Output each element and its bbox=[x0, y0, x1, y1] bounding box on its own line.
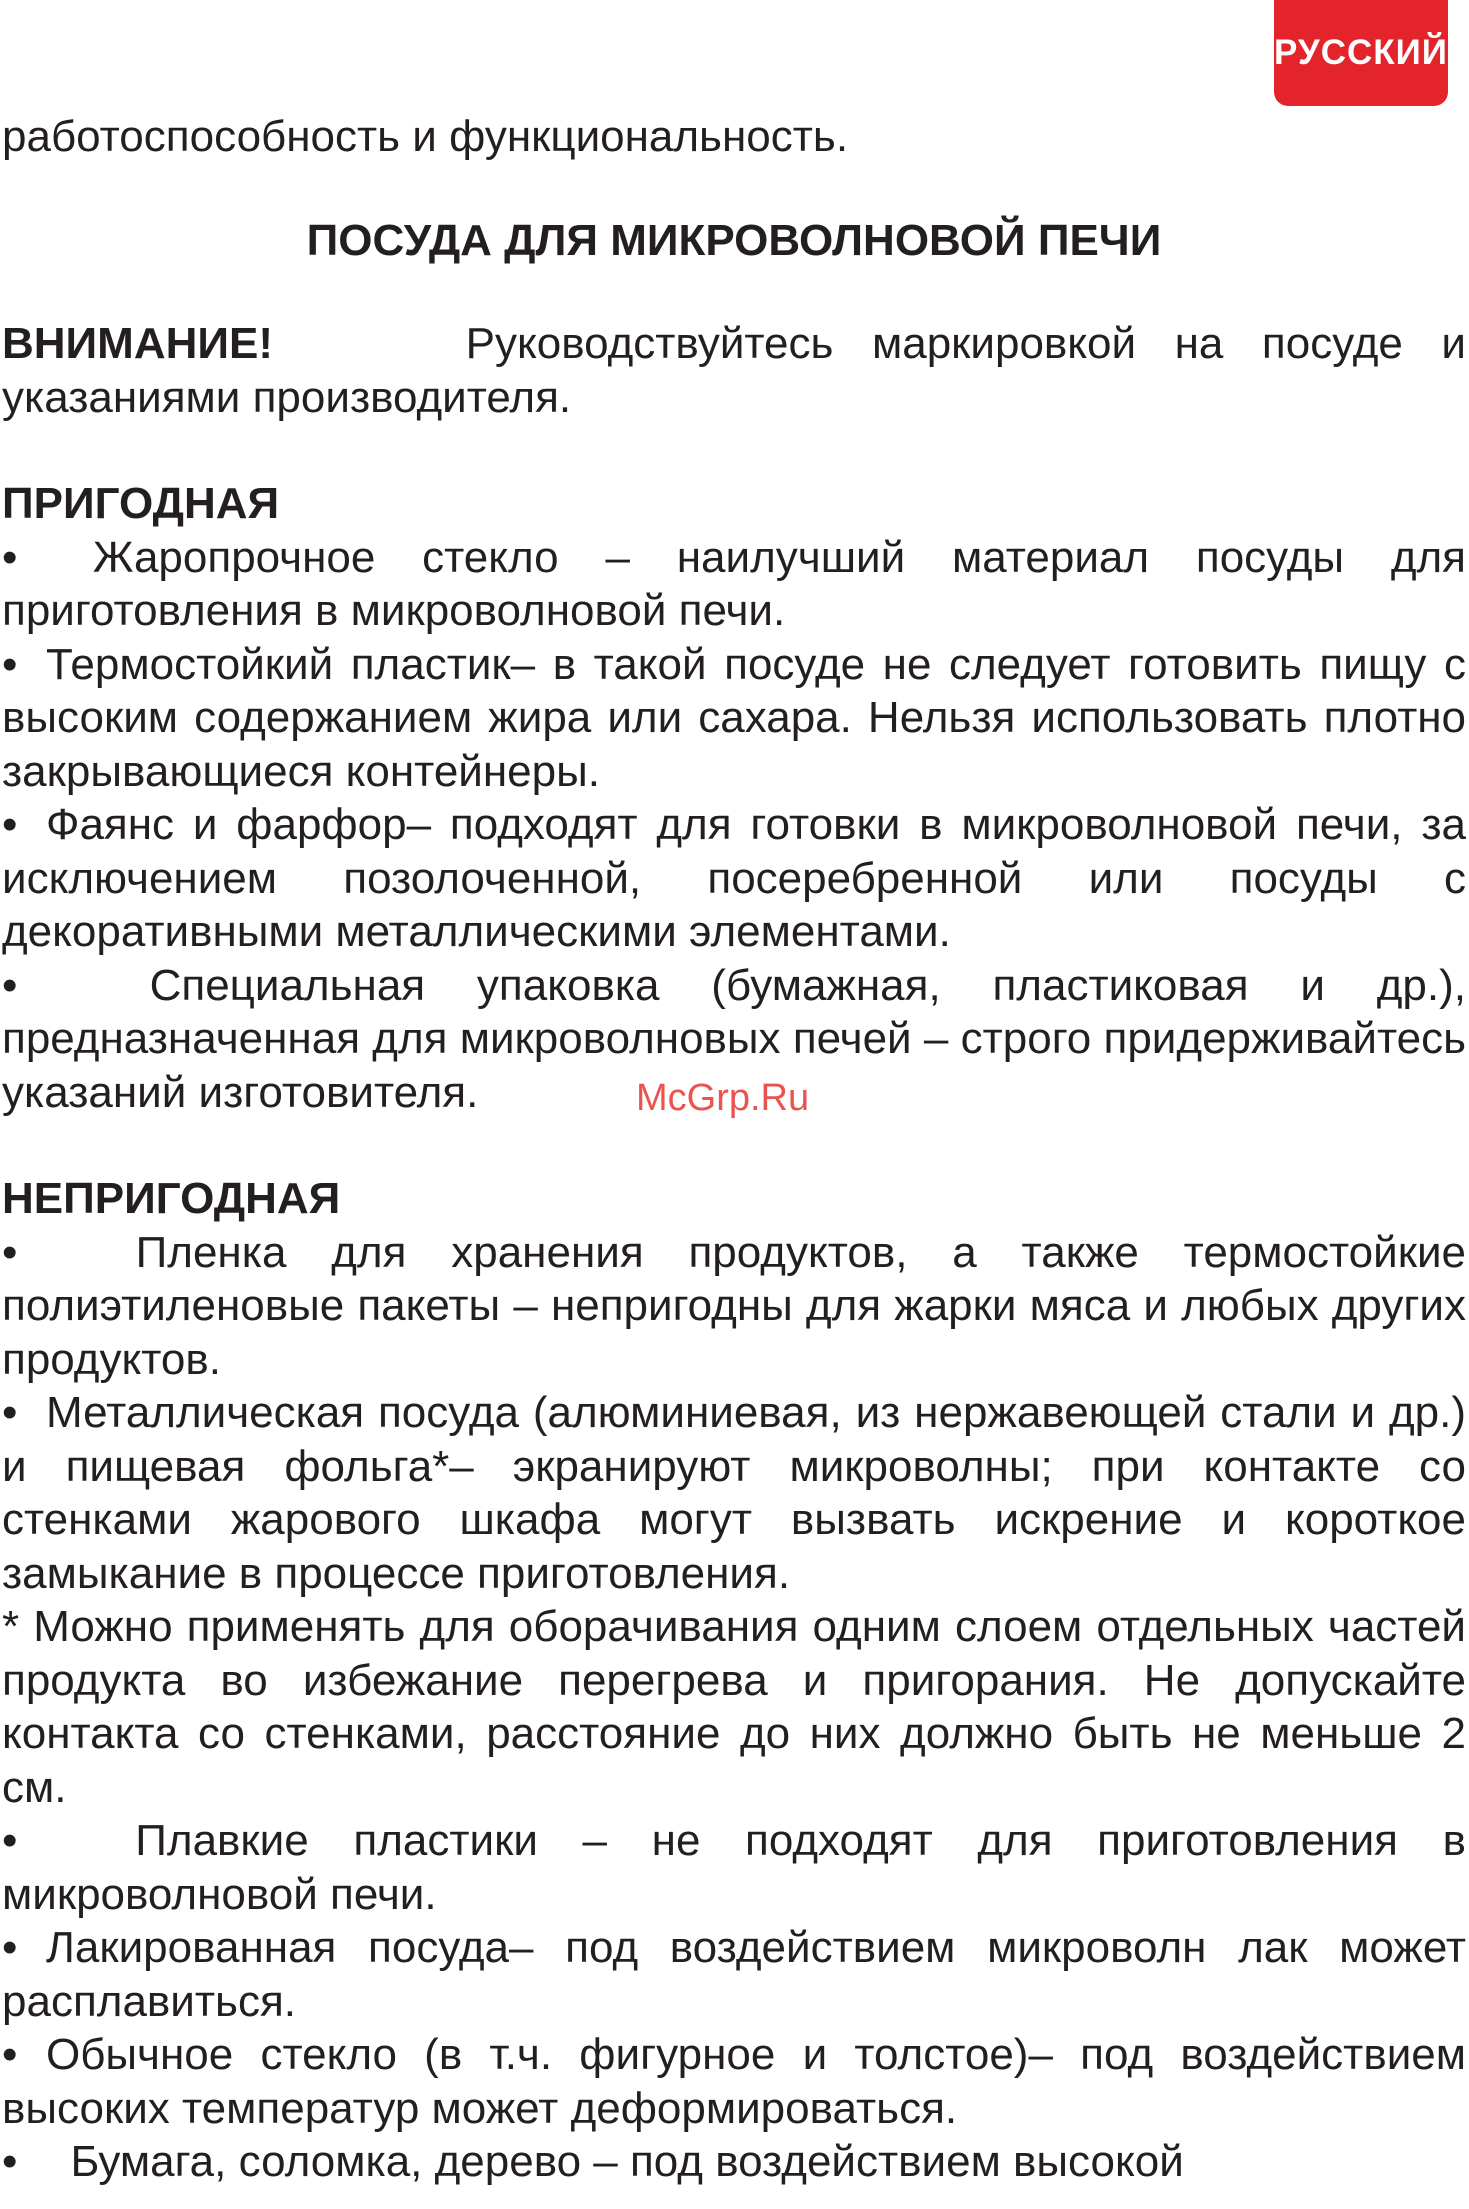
suitable-item-porcelain: • Фаянс и фарфор– подходят для готовки в микроволновой печи, за исключением позолоченной, посеребренной или посуды с декоративными металлическими элементами. bbox=[2, 800, 1466, 956]
bullet-icon: • bbox=[2, 1923, 18, 1972]
bullet-icon: • bbox=[2, 639, 18, 689]
unsuitable-item-paper: • Бумага, соломка, дерево – под воздействием высокой bbox=[2, 2135, 1466, 2189]
bullet-icon: • bbox=[2, 1816, 18, 1865]
unsuitable-item-metal: • Металлическая посуда (алюминиевая, из нержавеющей стали и др.) и пищевая фольга*– экранируют микроволны; при контакте со стенками жарового шкафа могут вызвать искрение и короткое замыкание в процессе приготовления. bbox=[2, 1388, 1466, 1598]
intro-line: работоспособность и функциональность. bbox=[2, 112, 849, 161]
bullet-icon: • bbox=[2, 2030, 18, 2079]
unsuitable-footnote: * Можно применять для оборачивания одним слоем отдельных частей продукта во избежание перегрева и пригорания. Не допускайте контакта со стенками, расстояние до них должно быть не меньше 2 см. bbox=[2, 1602, 1466, 1812]
unsuitable-item-meltable-plastic: • Плавкие пластики – не подходят для приготовления в микроволновой печи. bbox=[2, 1816, 1466, 1919]
bullet-icon: • bbox=[2, 960, 18, 1010]
bullet-icon: • bbox=[2, 1388, 18, 1437]
watermark-text: McGrp.Ru bbox=[636, 1077, 810, 1119]
section-title: ПОСУДА ДЛЯ МИКРОВОЛНОВОЙ ПЕЧИ bbox=[306, 215, 1162, 265]
bullet-icon: • bbox=[2, 2137, 18, 2186]
language-badge: РУССКИЙ bbox=[1274, 0, 1448, 106]
suitable-item-glass: • Жаропрочное стекло – наилучший материал посуды для приготовления в микроволновой печи. bbox=[2, 532, 1466, 635]
suitable-item-packaging: • Специальная упаковка (бумажная, пластиковая и др.), предназначенная для микроволновых печей – строго придерживайтесь указаний изготовителя. bbox=[2, 960, 1466, 1117]
bullet-icon: • bbox=[2, 532, 18, 582]
unsuitable-item-film: • Пленка для хранения продуктов, а также термостойкие полиэтиленовые пакеты – непригодны для жарки мяса и любых других продуктов. bbox=[2, 1227, 1466, 1384]
unsuitable-item-glass: • Обычное стекло (в т.ч. фигурное и толстое)– под воздействием высоких температур может деформироваться. bbox=[2, 2030, 1466, 2133]
suitable-item-plastic: • Термостойкий пластик– в такой посуде не следует готовить пищу с высоким содержанием жира или сахара. Нельзя использовать плотно закрывающиеся контейнеры. bbox=[2, 639, 1466, 796]
warning-paragraph bbox=[2, 317, 1466, 424]
unsuitable-heading: НЕПРИГОДНАЯ bbox=[2, 1174, 341, 1223]
bullet-icon: • bbox=[2, 800, 18, 849]
warning-text: Руководствуйтесь маркировкой на посуде и указаниями производителя. bbox=[2, 319, 1467, 422]
bullet-icon: • bbox=[2, 1227, 18, 1277]
warning-label: ВНИМАНИЕ! bbox=[2, 319, 274, 368]
suitable-heading: ПРИГОДНАЯ bbox=[2, 479, 280, 528]
unsuitable-item-lacquered: • Лакированная посуда– под воздействием микроволн лак может расплавиться. bbox=[2, 1923, 1466, 2026]
document-body bbox=[2, 110, 1466, 2189]
